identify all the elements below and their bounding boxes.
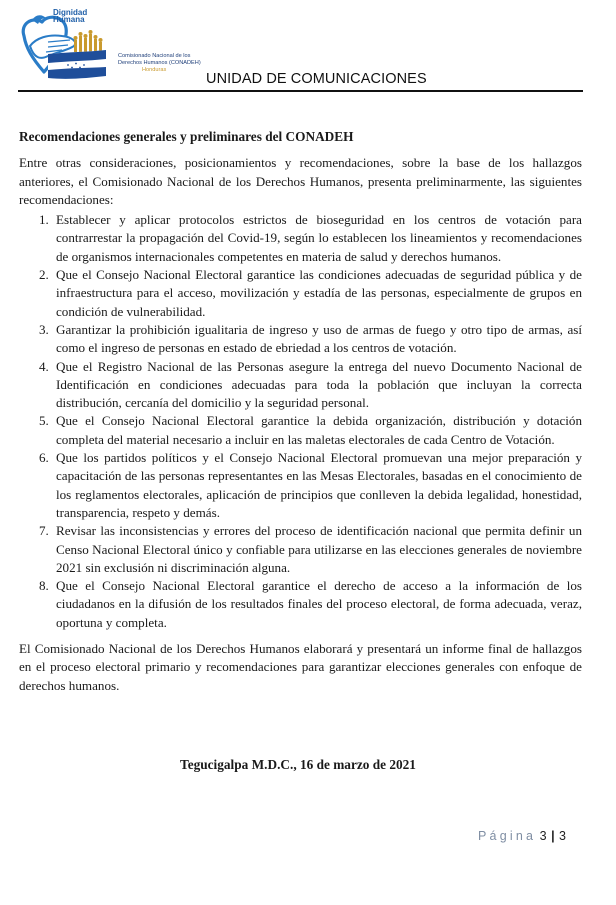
recommendation-item [19, 211, 582, 266]
total-pages-number: 3 [559, 829, 566, 843]
recommendations-list [19, 211, 582, 632]
item-text: Que el Consejo Nacional Electoral garantice la debida organización, distribución y dotación completa del material necesario a incluir en las maletas electorales de cada Centro de Votación. [56, 413, 582, 447]
header-divider [18, 90, 583, 92]
page-label: Página [478, 829, 537, 843]
logo-country: Honduras [142, 67, 167, 73]
conadeh-logo [18, 6, 201, 86]
intro-paragraph: Entre otras consideraciones, posicionamientos y recomendaciones, sobre la base de los hallazgos anteriores, el Comisionado Nacional de los Derechos Humanos, presenta preliminarmente, las siguientes recomendaciones: [19, 155, 582, 207]
item-number: 3. [39, 321, 49, 337]
document-body [19, 128, 582, 695]
dignidad-humana-emblem-icon [18, 6, 198, 86]
recommendation-item [19, 577, 582, 632]
item-number: 2. [39, 267, 49, 283]
signature-text: Tegucigalpa M.D.C., 16 de marzo de 2021 [180, 757, 416, 772]
page-header [18, 6, 583, 92]
section-title: Recomendaciones generales y preliminares del CONADEH [19, 129, 354, 144]
recommendation-item [19, 266, 582, 321]
item-text: Que el Consejo Nacional Electoral garantice las condiciones adecuadas de seguridad pública y de infraestructura para el acceso, movilización y estadía de las personas, especialmente de grupos en condición de vulnerabilidad. [56, 267, 582, 319]
place-date-signature [0, 757, 616, 773]
item-text: Establecer y aplicar protocolos estrictos de bioseguridad en los centros de votación para contrarrestar la propagación del Covid-19, según lo establecen los lineamientos y recomendaciones de organismos internacionales competentes en materia de salud y derechos humanos. [56, 212, 582, 264]
page-footer [478, 829, 566, 843]
logo-brand [53, 9, 87, 23]
item-number: 5. [39, 413, 49, 429]
logo-org-name [118, 53, 201, 74]
closing-paragraph: El Comisionado Nacional de los Derechos Humanos elaborará y presentará un informe final de hallazgos en el proceso electoral primario y recomendaciones para garantizar elecciones generales con enfoque de derechos humanos. [19, 641, 582, 693]
item-number: 7. [39, 523, 49, 539]
item-text: Que el Registro Nacional de las Personas asegure la entrega del nuevo Documento Nacional de Identificación en condiciones adecuadas para toda la población que incluyan la correcta distribución, cercanía del domicilio y la seguridad personal. [56, 358, 582, 411]
item-number: 1. [39, 212, 49, 228]
logo-org-line2: Derechos Humanos (CONADEH) [118, 60, 201, 66]
recommendation-item [19, 449, 582, 522]
logo-brand-line2: Humana [53, 15, 85, 24]
item-text: Revisar las inconsistencias y errores del proceso de identificación nacional que permita definir un Censo Nacional Electoral único y confiable para utilizarse en las elecciones generales de noviembre 2021 sin exclusión ni discriminación alguna. [56, 523, 582, 575]
recommendation-item [19, 321, 582, 358]
recommendation-item [19, 412, 582, 449]
logo-brand-line1: Dignidad [53, 8, 88, 17]
item-number: 8. [39, 578, 49, 594]
item-text: Que el Consejo Nacional Electoral garantice el derecho de acceso a la información de los ciudadanos en la difusión de los resultados finales del proceso electoral, de forma adecuada, veraz, oportuna y completa. [56, 578, 582, 630]
item-text: Que los partidos políticos y el Consejo Nacional Electoral promuevan una mejor preparación y capacitación de las personas representantes en las Mesas Electorales, basadas en el conocimiento de los reglamentos electorales, aplicación de principios que conlleven la debida legalidad, honestidad, transparencia, respeto y demás. [56, 450, 582, 520]
unit-title: UNIDAD DE COMUNICACIONES [206, 71, 427, 87]
logo-org-line1: Comisionado Nacional de los [118, 53, 191, 59]
recommendation-item [19, 522, 582, 577]
item-text: Garantizar la prohibición igualitaria de ingreso y uso de armas de fuego y otro tipo de armas, así como el ingreso de personas en estado de ebriedad a los centros de votación. [56, 321, 582, 356]
item-number: 4. [39, 358, 49, 374]
recommendation-item [19, 358, 582, 413]
current-page-number: 3 [539, 829, 547, 843]
item-number: 6. [39, 450, 49, 466]
page-separator: | [551, 829, 555, 843]
